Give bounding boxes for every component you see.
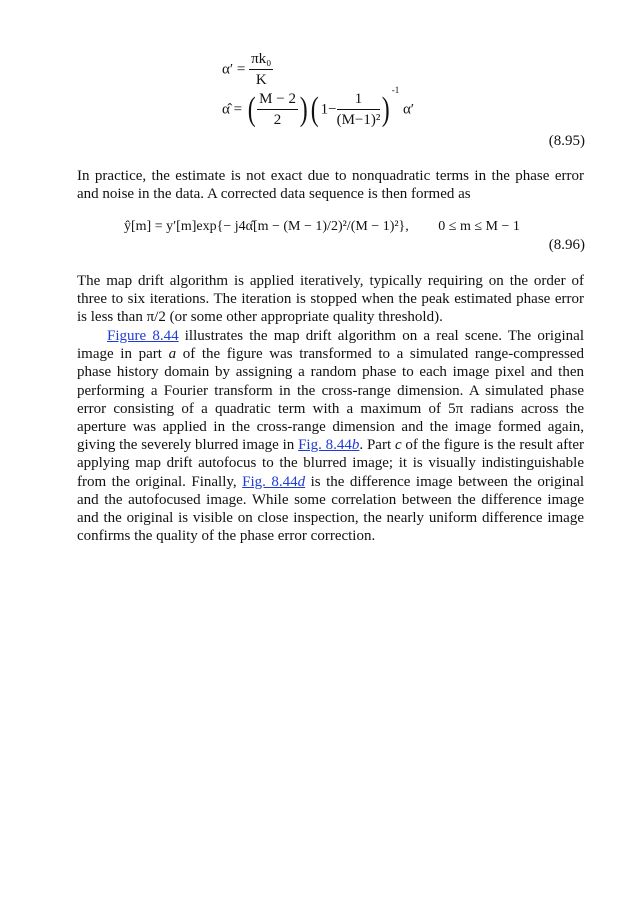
paragraph-1	[77, 167, 584, 203]
fraction-numerator: 1	[337, 92, 381, 110]
equation-number-8-96: (8.96)	[548, 237, 585, 253]
equation-alpha-prime	[222, 52, 273, 88]
equation-body: ŷ[m] = y′[m]exp{− j4α̂[m − (M − 1)/2)²/(M − 1)²},	[124, 219, 409, 234]
fraction-numerator: πk₀	[249, 52, 273, 70]
equation-8-96	[124, 220, 520, 234]
figure-8-44-link[interactable]: Figure 8.44	[107, 328, 179, 344]
equation-tail: α′	[402, 101, 415, 118]
fraction-denominator: (M−1)²	[336, 112, 381, 128]
fraction-denominator: 2	[273, 112, 282, 128]
equation-fraction	[257, 92, 298, 128]
equation-range: 0 ≤ m ≤ M − 1	[438, 219, 520, 234]
fig-8-44b-link[interactable]: Fig. 8.44b	[298, 437, 360, 454]
equation-number-8-95: (8.95)	[548, 133, 585, 149]
equation-lhs: α̂ =	[222, 101, 243, 118]
equation-exponent: -1	[391, 85, 400, 96]
equation-fraction	[249, 52, 273, 88]
paragraph-3-text: Figure 8.44 illustrates the map drift algorithm on a real scene. The original image in part a of the figure was transformed to a simulated range-compressed phase history domain by assigning a random phase to each image pixel and then performing a Fourier transform in the cross-range dimension. A simulated phase error consisting of a quadratic term with a maximum of 5π radians across the aperture was applied in the cross-range dimension and the image formed again, giving the severely blurred image in Fig. 8.44b. Part c of the figure is the result after applying map drift autofocus to the blurred image; it is visually indistinguishable from the original. Finally, Fig. 8.44d is the difference image between the original and the autofocused image. While some correlation between the difference image and the original is visible on close inspection, the nearly uniform difference image confirms the quality of the phase error correction.	[77, 328, 585, 545]
equation-alpha-hat: α̂ = ( $\frac{M - 2}{2}$ )( 1− $\frac{1}{\text{(M−1)²}}$ )$^{-1}$ α′	[222, 85, 415, 128]
fraction-denominator: K	[255, 72, 267, 88]
equation-lhs: α′ =	[222, 61, 246, 78]
paragraph-2-text: The map drift algorithm is applied iteratively, typically requiring on the order of three to six iterations. The iteration is stopped when the peak estimated phase error is less than π/2 (or some other appropriate quality threshold).	[77, 273, 584, 326]
paragraph-2	[77, 272, 584, 327]
equation-fraction	[337, 92, 381, 128]
fig-8-44d-link[interactable]: Fig. 8.44d	[242, 473, 306, 490]
equation-one-minus: 1−	[320, 101, 337, 118]
fraction-numerator: M − 2	[257, 92, 298, 110]
paragraph-1-text: In practice, the estimate is not exact due to nonquadratic terms in the phase error and noise in the data. A corrected data sequence is then formed as	[77, 168, 584, 203]
paragraph-3	[77, 327, 584, 545]
